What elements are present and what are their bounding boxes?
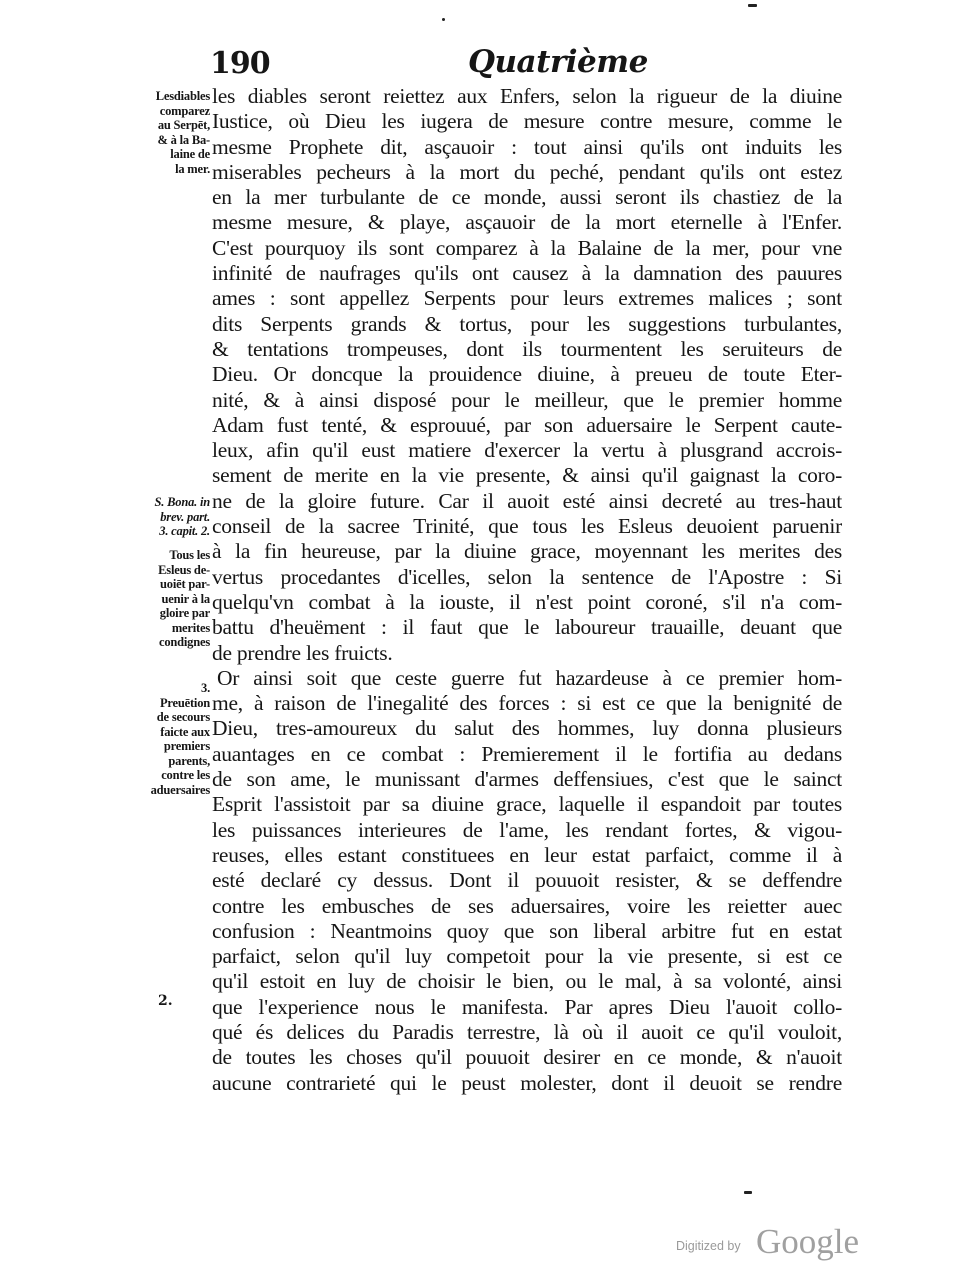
text-line: quelqu'vn combat à la iouste, il n'est point coroné, s'il n'a com-	[212, 589, 842, 614]
ink-speck	[744, 1191, 752, 1194]
text-line: qu'il estoit en luy de choisir le bien, ou le mal, à sa volonté, ainsi	[212, 969, 842, 994]
margin-note-line: Lesdiables	[155, 89, 210, 103]
margin-note-line: de secours	[156, 710, 210, 724]
text-line: aucune contrarieté qui le peust molester, dont il deuoit se rendre	[212, 1070, 842, 1095]
google-logo: Google	[756, 1222, 860, 1261]
text-line: infinité de naufrages qu'ils ont causez à la damnation des pauures	[212, 261, 842, 286]
text-line: mesme Prophete dit, asçauoir : tout ainsi qu'ils ont induits les	[212, 134, 842, 159]
margin-note-line: 3. capit. 2.	[159, 524, 210, 538]
margin-note-line: merites	[171, 620, 210, 635]
margin-note-line: Tous les	[169, 548, 210, 562]
margin-note-line: S. Bona. in	[154, 495, 210, 509]
text-line: les diables seront reiettez aux Enfers, selon la rigueur de la diuine	[212, 84, 842, 108]
margin-note-prevention	[112, 681, 210, 797]
margin-note-line: premiers	[163, 739, 210, 753]
margin-note-elect	[112, 548, 210, 650]
margin-note-line: comparez	[159, 103, 210, 118]
margin-note-reference	[112, 495, 210, 539]
digitized-watermark	[676, 1222, 876, 1262]
text-line: sement de merite en la vie presente, & ainsi qu'il gaignast la coro-	[212, 463, 842, 488]
text-line: conseil de la sacree Trinité, que tous les Esleus deuoient paruenir	[212, 514, 842, 539]
ink-speck	[748, 4, 757, 7]
margin-note-line: Esleus de-	[158, 562, 210, 577]
text-line: C'est pourquoy ils sont comparez à la Balaine de la mer, pour vne	[212, 235, 842, 260]
text-line: Dieu. Or doncque la prouidence diuine, à preueu de toute Eter-	[212, 362, 842, 387]
text-line: & tentations trompeuses, dont ils tourmentent les seruiteurs de	[212, 336, 842, 361]
margin-note-line: uenir à la	[161, 591, 210, 606]
text-line: mesme mesure, & playe, asçauoir de la mort eternelle à l'Enfer.	[212, 210, 842, 235]
text-line: Dieu, tres-amoureux du salut des hommes, luy donna plusieurs	[212, 716, 842, 741]
text-line: nité, & à ainsi disposé pour le meilleur, que le premier homme	[212, 387, 842, 412]
text-line: qué és delices du Paradis terrestre, là où il auoit ce qu'il vouloit,	[212, 1019, 842, 1044]
text-line: Or ainsi soit que ceste guerre fut hazardeuse à ce premier hom-	[217, 665, 842, 690]
text-line: Iustice, où Dieu les iugera de mesure contre mesure, comme le	[212, 109, 842, 134]
text-line: reuses, elles estant constituees en leur estat parfaict, comme il à	[212, 842, 842, 867]
margin-note-line: Preuētion	[159, 695, 210, 710]
margin-note-line: au Serpēt,	[157, 118, 210, 132]
text-line: ne de la gloire future. Car il auoit esté ainsi decreté au tres-haut	[212, 488, 842, 513]
text-line: esté declaré cy dessus. Dont il pouuoit resister, & se deffendre	[212, 868, 842, 893]
text-line: ames : sont appellez Serpents pour leurs extremes malices ; sont	[212, 286, 842, 311]
margin-note-line: la mer.	[175, 161, 210, 176]
margin-note-line: condignes	[159, 635, 210, 649]
margin-note-line: brev. part.	[160, 509, 210, 524]
text-line: leux, afin qu'il eust matiere d'exercer la vertu à plusgrand accrois-	[212, 438, 842, 463]
margin-note-line: aduersaires	[150, 782, 210, 797]
page-number: 190	[210, 46, 270, 81]
text-line: miserables pecheurs à la mort du peché, pendant qu'ils ont estez	[212, 159, 842, 184]
text-line: de toutes les choses qu'il pouuoit desirer en ce monde, & n'auoit	[212, 1045, 842, 1070]
margin-note-line: uoiēt par-	[160, 577, 210, 591]
text-line: de son ame, le munissant d'armes deffensiues, c'est que le sainct	[212, 767, 842, 792]
margin-note-line: laine de	[170, 147, 210, 161]
text-line: les puissances interieures de l'ame, les rendant fortes, & vigou-	[212, 817, 842, 842]
margin-note-line: parents,	[168, 753, 210, 768]
margin-note-devils-compared	[112, 89, 210, 176]
page-header	[210, 40, 648, 81]
text-line: vertus procedantes d'icelles, selon la sentence de l'Apostre : Si	[212, 564, 842, 589]
text-line: que l'experience nous le manifesta. Par apres Dieu l'auoit collo-	[212, 994, 842, 1019]
text-line: en la mer turbulante de ce monde, aussi seront ils chastiez de la	[212, 185, 842, 210]
text-line: parfaict, selon qu'il luy competoit pour la vie presente, si est ce	[212, 944, 842, 969]
text-line: confusion : Neantmoins quoy que son liberal arbitre fut en estat	[212, 918, 842, 943]
text-line: battu d'heuëment : il faut que le laboureur trauaille, deuant que	[212, 615, 842, 640]
margin-note-line: & à la Ba-	[157, 132, 210, 147]
running-title: Quatrième	[468, 44, 648, 80]
main-text-block	[212, 84, 842, 1096]
text-line: me, à raison de l'inegalité des forces : si est ce que la benignité de	[212, 691, 842, 716]
text-line: Adam fust tenté, & esprouué, par son aduersaire le Serpent caute-	[212, 412, 842, 437]
margin-note-line: faicte aux	[160, 724, 210, 739]
margin-note-line: gloire par	[159, 606, 210, 620]
watermark-prefix: Digitized by	[676, 1239, 741, 1253]
text-line: Esprit l'assistoit par sa diuine grace, laquelle il espandoit par toutes	[212, 792, 842, 817]
text-line: contre les embusches de ses aduersaires, voire les reietter auec	[212, 893, 842, 918]
text-line: de prendre les fruicts.	[212, 640, 393, 665]
margin-note-line: contre les	[161, 768, 210, 782]
margin-note-line: 3.	[201, 681, 210, 695]
margin-note-numeral: 2.	[158, 993, 173, 1009]
ink-speck	[442, 18, 445, 21]
text-line: à la fin heureuse, par la diuine grace, moyennant les merites des	[212, 539, 842, 564]
text-line: dits Serpents grands & tortus, pour les suggestions turbulantes,	[212, 311, 842, 336]
text-line: auantages en ce combat : Premierement il le fortifia au dedans	[212, 741, 842, 766]
